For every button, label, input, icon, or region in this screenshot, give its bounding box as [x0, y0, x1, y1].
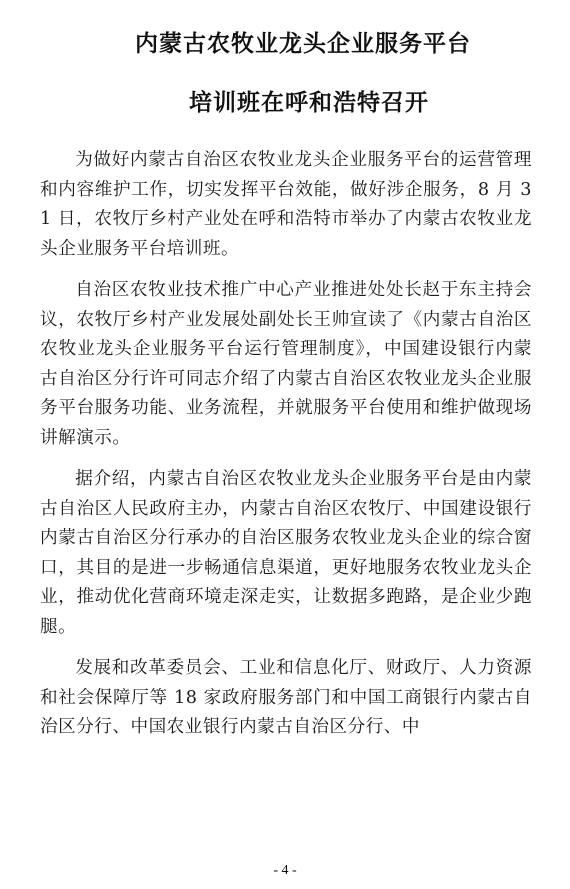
- body-paragraph: 为做好内蒙古自治区农牧业龙头企业服务平台的运营管理和内容维护工作，切实发挥平台效能，做好涉企服务，8 月 31 日，农牧厅乡村产业处在呼和浩特市举办了内蒙古农牧业龙头企业服务平台培训班。: [40, 150, 532, 259]
- document-body: [40, 146, 532, 755]
- page-number: - 4 -: [273, 863, 297, 878]
- document-title-line-1: 内蒙古农牧业龙头企业服务平台: [135, 31, 471, 57]
- document-title-line-2: 培训班在呼和浩特召开: [189, 90, 429, 116]
- body-paragraph: 发展和改革委员会、工业和信息化厅、财政厅、人力资源和社会保障厅等 18 家政府服务部门和中国工商银行内蒙古自治区分行、中国农业银行内蒙古自治区分行、中: [40, 658, 532, 737]
- body-paragraph: 据介绍，内蒙古自治区农牧业龙头企业服务平台是由内蒙古自治区人民政府主办，内蒙古自治区农牧厅、中国建设银行内蒙古自治区分行承办的自治区服务农牧业龙头企业的综合窗口，其目的是进一步畅通信息渠道，更好地服务农牧业龙头企业，推动优化营商环境走深走实，让数据多跑路，是企业少跑腿。: [40, 469, 532, 637]
- body-paragraph: 自治区农牧业技术推广中心产业推进处处长赵于东主持会议，农牧厅乡村产业发展处副处长王帅宣读了《内蒙古自治区农牧业龙头企业服务平台运行管理制度》，中国建设银行内蒙古自治区分行许可同志介绍了内蒙古自治区农牧业龙头企业服务平台服务功能、业务流程，并就服务平台使用和维护做现场讲解演示。: [40, 280, 532, 448]
